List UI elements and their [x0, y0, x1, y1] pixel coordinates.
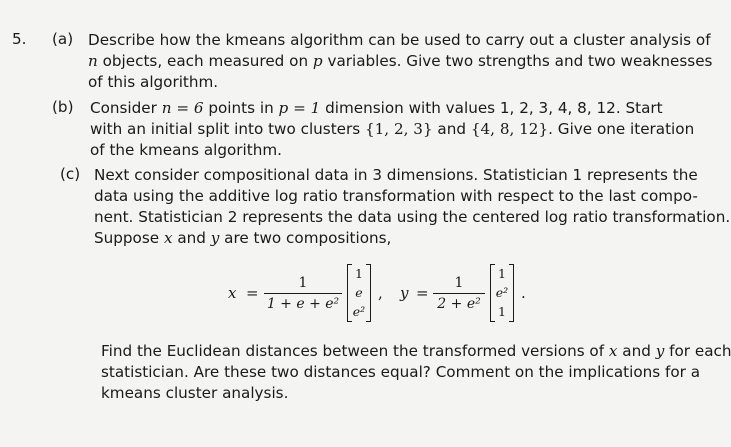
formula-period: . [521, 284, 526, 302]
part-a-label: (a) [52, 30, 74, 48]
formula-equals-1: = [246, 284, 259, 302]
vector-entry: 1 [498, 266, 506, 281]
part-a-text [88, 30, 712, 93]
fraction-numerator: 1 [298, 275, 308, 291]
fraction-denominator: 2 + e² [437, 296, 481, 312]
part-c-line-4 [94, 228, 730, 249]
formula-x-fraction [264, 274, 342, 313]
bracket-left [347, 264, 352, 322]
bracket-right [366, 264, 371, 322]
question-number: 5. [12, 30, 27, 48]
part-b-text [90, 98, 694, 161]
fraction-denominator: 1 + e + e² [266, 296, 340, 312]
part-c-followup [101, 341, 731, 404]
text-span: points in [203, 99, 279, 117]
text-span: objects, each measured on [97, 52, 313, 70]
math-x: x [163, 229, 173, 247]
formula-y-fraction [433, 274, 485, 313]
part-c-line-1: Next consider compositional data in 3 dimensions. Statistician 1 represents the [94, 166, 698, 184]
math-set-1: {1, 2, 3} [364, 120, 433, 138]
text-span: with an initial split into two clusters [90, 120, 365, 138]
part-b-line-1 [90, 98, 694, 119]
text-span: Suppose [94, 229, 164, 247]
text-span: and [432, 120, 471, 138]
formula-x-vector [347, 264, 371, 322]
formula-equals-2: = [416, 284, 429, 302]
composition-formula [228, 262, 548, 324]
math-n: n [88, 52, 98, 70]
vector-entry: e² [495, 285, 509, 300]
math-p-eq: p = 1 [278, 99, 321, 117]
part-c-line-2: data using the additive log ratio transformation with respect to the last compo- [94, 187, 698, 205]
formula-x-lhs: x [228, 284, 237, 302]
math-y: y [210, 229, 220, 247]
math-p: p [312, 52, 323, 70]
vector-entry: 1 [498, 304, 506, 319]
bracket-left [490, 264, 495, 322]
part-a-line-1: Describe how the kmeans algorithm can be used to carry out a cluster analysis of [88, 31, 711, 49]
formula-y-lhs: y [400, 284, 409, 302]
part-a [52, 30, 713, 100]
text-span: . Give one iteration [548, 120, 695, 138]
formula-comma: , [378, 284, 383, 302]
fraction-bar [433, 293, 485, 294]
part-b-line-2 [90, 119, 694, 140]
text-span: for each [664, 342, 731, 360]
text-span: dimension with values 1, 2, 3, 4, 8, 12. Start [320, 99, 663, 117]
text-span: and [172, 229, 211, 247]
bracket-right [509, 264, 514, 322]
text-span: Find the Euclidean distances between the transformed versions of [101, 342, 609, 360]
text-span: and [617, 342, 656, 360]
part-b-line-3: of the kmeans algorithm. [90, 141, 282, 159]
part-c-label: (c) [60, 165, 81, 183]
vector-entry: 1 [355, 266, 363, 281]
part-c [60, 165, 731, 255]
part-c-followup-line-1 [101, 341, 731, 362]
part-c-text [94, 165, 730, 249]
formula-y-vector [490, 264, 514, 322]
vector-entry: e² [352, 304, 366, 319]
part-a-line-3: of this algorithm. [88, 73, 219, 91]
part-b [52, 98, 695, 168]
text-span: are two compositions, [219, 229, 392, 247]
math-n-eq: n = 6 [161, 99, 204, 117]
math-set-2: {4, 8, 12} [470, 120, 549, 138]
math-x: x [608, 342, 618, 360]
text-span: Consider [90, 99, 162, 117]
part-c-followup-line-2: statistician. Are these two distances equal? Comment on the implications for a [101, 363, 701, 381]
part-a-line-2 [88, 51, 712, 72]
fraction-bar [264, 293, 342, 294]
part-c-line-3: nent. Statistician 2 represents the data using the centered log ratio transformation. [94, 208, 731, 226]
part-c-followup-line-3: kmeans cluster analysis. [101, 384, 289, 402]
vector-entry: e [355, 285, 363, 300]
text-span: variables. Give two strengths and two weaknesses [322, 52, 713, 70]
part-b-label: (b) [52, 98, 74, 116]
fraction-numerator: 1 [454, 275, 464, 291]
math-y: y [655, 342, 665, 360]
